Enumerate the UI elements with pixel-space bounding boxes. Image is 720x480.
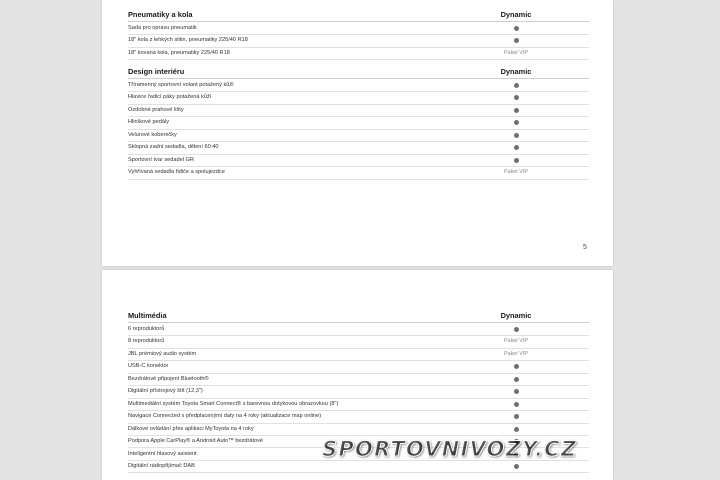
spec-label: USB-C konektor xyxy=(128,363,169,370)
spec-row xyxy=(128,423,589,436)
standard-dot-icon xyxy=(514,327,519,332)
spec-page-5 xyxy=(102,0,613,266)
spec-row xyxy=(128,335,589,348)
spec-row xyxy=(128,104,589,117)
spec-label: 8 reproduktorů xyxy=(128,338,165,345)
section-title: Multimédia xyxy=(128,311,167,320)
spec-row xyxy=(128,410,589,423)
spec-label: Velurové koberečky xyxy=(128,131,177,138)
spec-value: Paket VIP xyxy=(504,338,528,345)
standard-dot-icon xyxy=(514,464,519,469)
spec-label: Hliníkové pedály xyxy=(128,119,170,126)
standard-dot-icon xyxy=(514,26,519,31)
standard-dot-icon xyxy=(514,133,519,138)
spec-label: Dálkové ovládání přes aplikaci MyToyota na 4 roky xyxy=(128,425,254,432)
spec-label: Navigace Connected s předplacenými daty na 4 roky (aktualizace map online) xyxy=(128,413,322,420)
standard-dot-icon xyxy=(514,158,519,163)
spec-value: Paket VIP xyxy=(504,350,528,357)
spec-label: Inteligentní hlasový asistent xyxy=(128,450,197,457)
spec-row xyxy=(128,460,589,473)
spec-label: Hlavice řadicí páky potažená kůží xyxy=(128,94,212,101)
standard-dot-icon xyxy=(514,377,519,382)
standard-dot-icon xyxy=(514,120,519,125)
spec-row xyxy=(128,79,589,92)
section-title: Pneumatiky a kola xyxy=(128,10,193,19)
section-header xyxy=(128,64,589,79)
spec-label: Sportovní tvar sedadel GR xyxy=(128,156,194,163)
spec-row xyxy=(128,348,589,361)
spec-label: Digitální rádiopřijímač DAB xyxy=(128,462,195,469)
page-number: 5 xyxy=(583,244,587,251)
watermark: SPORTOVNIVOZY.CZ xyxy=(322,437,578,461)
spec-label: 6 reproduktorů xyxy=(128,326,165,332)
spec-row xyxy=(128,398,589,411)
spec-label: Multimediální systém Toyota Smart Connect® s barevnou dotykovou obrazovkou (8") xyxy=(128,400,339,407)
spec-row xyxy=(128,22,589,35)
spec-label: Podpora Apple CarPlay® a Android Auto™ bezdrátové xyxy=(128,438,264,445)
spec-label: 18" kovaná kola, pneumatiky 225/40 R18 xyxy=(128,49,230,56)
standard-dot-icon xyxy=(514,427,519,432)
spec-label: Ozdobné prahové lišty xyxy=(128,106,184,113)
spec-row xyxy=(128,154,589,167)
spec-row xyxy=(128,385,589,398)
spec-row xyxy=(128,373,589,386)
section-title: Design interiéru xyxy=(128,67,185,76)
standard-dot-icon xyxy=(514,83,519,88)
column-header: Dynamic xyxy=(500,67,532,76)
spec-row xyxy=(128,91,589,104)
standard-dot-icon xyxy=(514,402,519,407)
standard-dot-icon xyxy=(514,38,519,43)
standard-dot-icon xyxy=(514,95,519,100)
spec-row xyxy=(128,323,589,336)
spec-label: Vyhřívaná sedadla řidiče a spolujezdce xyxy=(128,169,225,176)
spec-row xyxy=(128,47,589,60)
spec-row xyxy=(128,34,589,47)
spec-value: Paket VIP xyxy=(504,49,528,56)
spec-label: Sklopná zadní sedadla, dělení 60:40 xyxy=(128,144,219,151)
spec-label: JBL prémiový audio systém xyxy=(128,350,197,357)
spec-label: 18" kola z lehkých slitin, pneumatiky 225/40 R18 xyxy=(128,37,248,44)
spec-label: Digitální přístrojový štít (12,3") xyxy=(128,388,203,395)
standard-dot-icon xyxy=(514,108,519,113)
standard-dot-icon xyxy=(514,389,519,394)
standard-dot-icon xyxy=(514,364,519,369)
spec-row xyxy=(128,116,589,129)
column-header: Dynamic xyxy=(500,10,532,19)
spec-label: Bezdrátové připojení Bluetooth® xyxy=(128,375,209,382)
spec-row xyxy=(128,360,589,373)
column-header: Dynamic xyxy=(500,311,532,320)
section-header xyxy=(128,7,589,22)
spec-value: Paket VIP xyxy=(504,169,528,176)
standard-dot-icon xyxy=(514,145,519,150)
spec-row xyxy=(128,166,589,179)
spec-row xyxy=(128,129,589,142)
spec-label: Tříramenný sportovní volant potažený kůží xyxy=(128,82,234,88)
section-header xyxy=(128,308,589,323)
standard-dot-icon xyxy=(514,414,519,419)
spec-row xyxy=(128,141,589,154)
spec-label: Sada pro opravu pneumatik xyxy=(128,25,197,31)
